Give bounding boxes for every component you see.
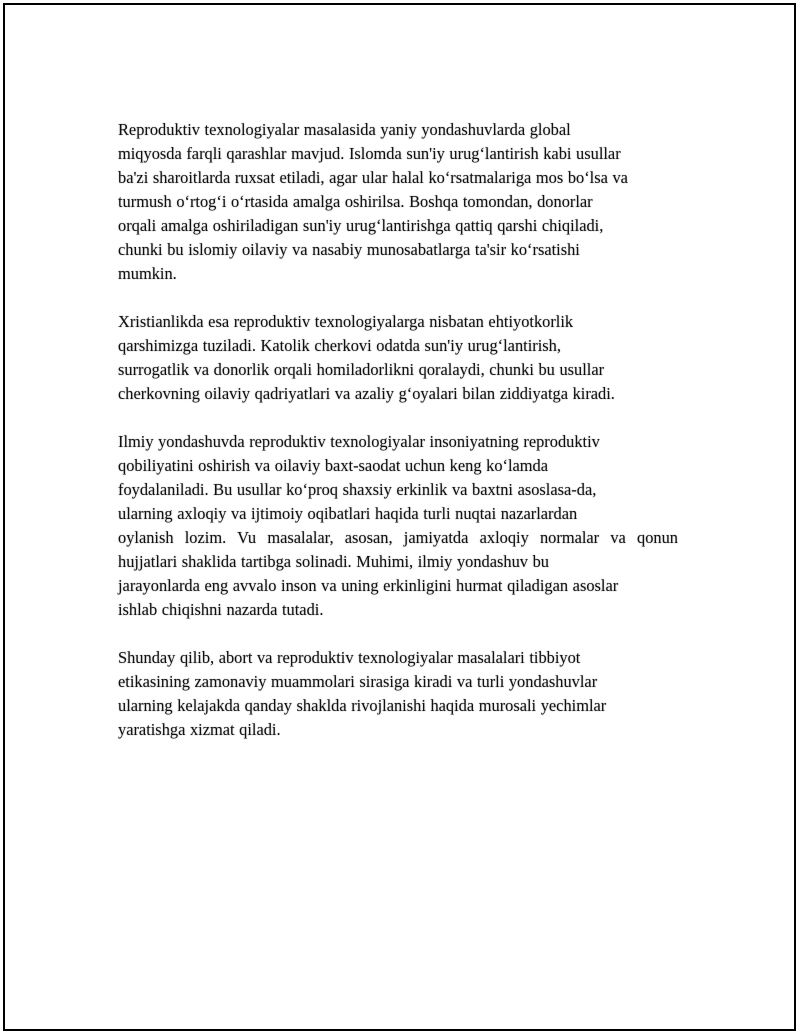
text-line: foydalaniladi. Bu usullar ko‘proq shaxsiy erkinlik va baxtni asoslasa-da, (118, 480, 597, 499)
text-line: qobiliyatini oshirish va oilaviy baxt-saodat uchun keng ko‘lamda (118, 456, 549, 475)
text-line: ularning axloqiy va ijtimoiy oqibatlari haqida turli nuqtai nazarlardan (118, 504, 578, 523)
text-line: orqali amalga oshiriladigan sun'iy urug‘lantirishga qattiq qarshi chiqiladi, (118, 216, 604, 235)
text-line: miqyosda farqli qarashlar mavjud. Islomda sun'iy urug‘lantirish kabi usullar (118, 144, 621, 163)
text-line: ba'zi sharoitlarda ruxsat etiladi, agar ular halal ko‘rsatmalariga mos bo‘lsa va (118, 168, 628, 187)
text-line: surrogatlik va donorlik orqali homiladorlikni qoralaydi, chunki bu usullar (118, 360, 605, 379)
text-line: mumkin. (118, 264, 177, 283)
paragraph-4 (118, 646, 678, 742)
text-line: ularning kelajakda qanday shaklda rivojlanishi haqida murosali yechimlar (118, 696, 607, 715)
text-line: turmush o‘rtog‘i o‘rtasida amalga oshirilsa. Boshqa tomondan, donorlar (118, 192, 593, 211)
text-line: Ilmiy yondashuvda reproduktiv texnologiyalar insoniyatning reproduktiv (118, 432, 600, 451)
text-line: qarshimizga tuziladi. Katolik cherkovi odatda sun'iy urug‘lantirish, (118, 336, 561, 355)
text-line: Xristianlikda esa reproduktiv texnologiyalarga nisbatan ehtiyotkorlik (118, 312, 574, 331)
text-line: yaratishga xizmat qiladi. (118, 720, 281, 739)
text-line: oylanish lozim. Vu masalalar, asosan, jamiyatda axloqiy normalar va qonun (118, 528, 678, 547)
paragraph-3 (118, 430, 678, 622)
text-line: chunki bu islomiy oilaviy va nasabiy munosabatlarga ta'sir ko‘rsatishi (118, 240, 580, 259)
text-line: jarayonlarda eng avvalo inson va uning erkinligini hurmat qiladigan asoslar (118, 576, 619, 595)
paragraph-1 (118, 118, 678, 286)
paragraph-2 (118, 310, 678, 406)
text-line: ishlab chiqishni nazarda tutadi. (118, 600, 324, 619)
text-line: hujjatlari shaklida tartibga solinadi. Muhimi, ilmiy yondashuv bu (118, 552, 549, 571)
text-line: cherkovning oilaviy qadriyatlari va azaliy g‘oyalari bilan ziddiyatga kiradi. (118, 384, 615, 403)
document-body (118, 118, 678, 766)
text-line: Shunday qilib, abort va reproduktiv texnologiyalar masalalari tibbiyot (118, 648, 581, 667)
text-line: Reproduktiv texnologiyalar masalasida yaniy yondashuvlarda global (118, 120, 571, 139)
text-line: etikasining zamonaviy muammolari sirasiga kiradi va turli yondashuvlar (118, 672, 598, 691)
